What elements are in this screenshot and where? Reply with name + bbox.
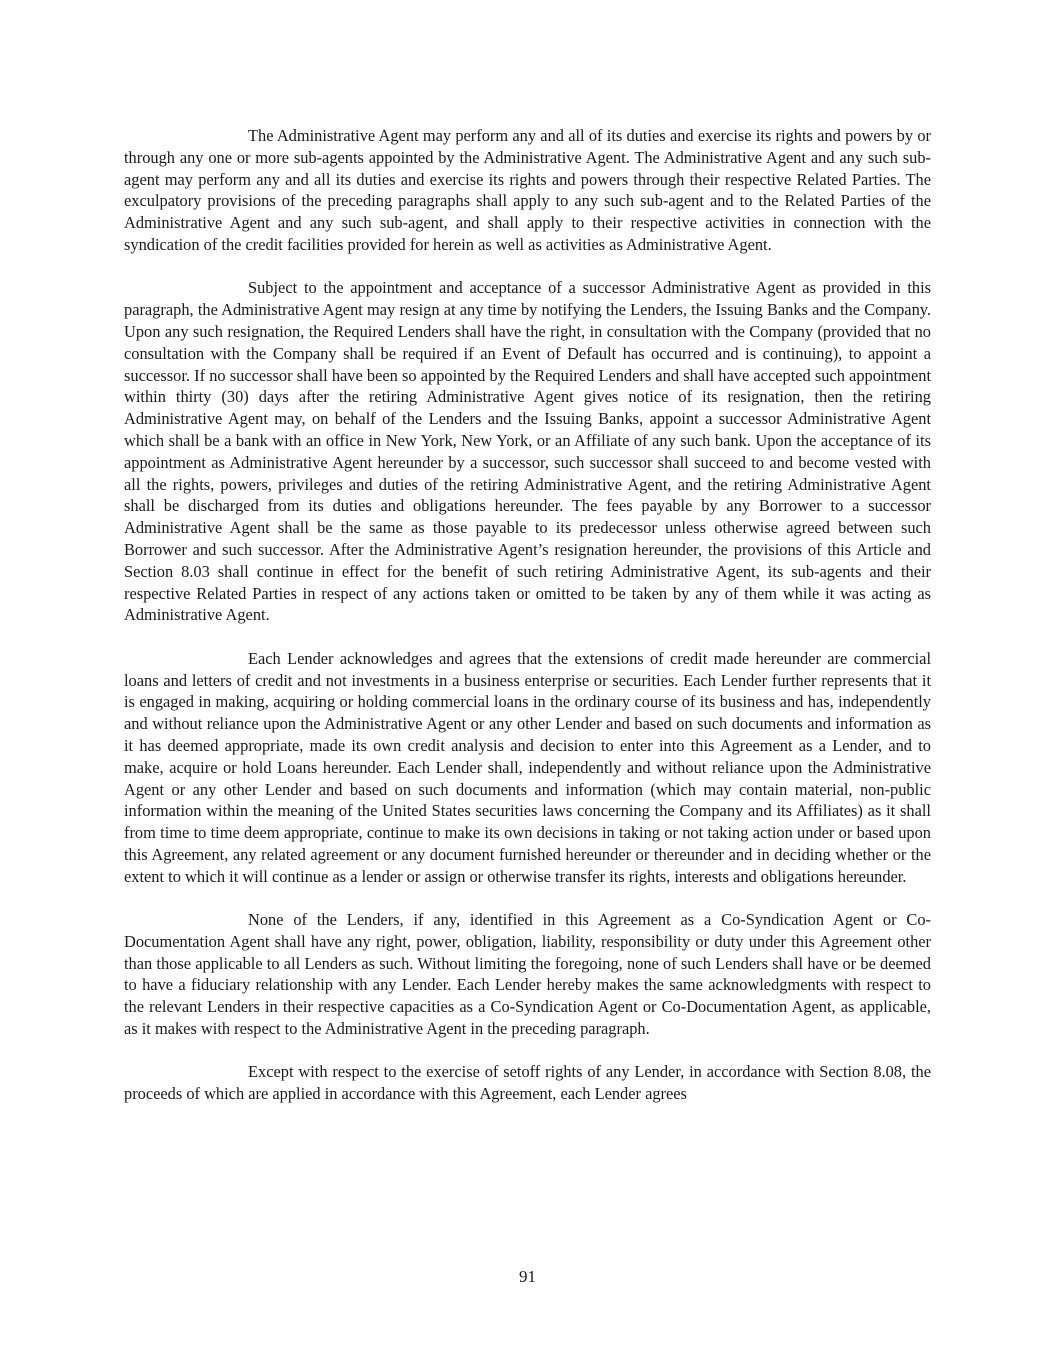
- page-number: 91: [519, 1267, 536, 1286]
- paragraph-co-agents: None of the Lenders, if any, identified in this Agreement as a Co-Syndication Agent or Co-Documentation Agent shall have any right, power, obligation, liability, responsibility or duty under this Agreement other than those applicable to all Lenders as such. Without limiting the foregoing, none of such Lenders shall have or be deemed to have a fiduciary relationship with any Lender. Each Lender hereby makes the same acknowledgments with respect to the relevant Lenders in their respective capacities as a Co-Syndication Agent or Co-Documentation Agent, as applicable, as it makes with respect to the Administrative Agent in the preceding paragraph.: [124, 910, 931, 1039]
- paragraph-lender-acknowledgment: Each Lender acknowledges and agrees that the extensions of credit made hereunder are commercial loans and letters of credit and not investments in a business enterprise or securities. Each Lender further represents that it is engaged in making, acquiring or holding commercial loans in the ordinary course of its business and has, independently and without reliance upon the Administrative Agent or any other Lender and based on such documents and information as it has deemed appropriate, made its own credit analysis and decision to enter into this Agreement as a Lender, and to make, acquire or hold Loans hereunder. Each Lender shall, independently and without reliance upon the Administrative Agent or any other Lender and based on such documents and information (which may contain material, non-public information within the meaning of the United States securities laws concerning the Company and its Affiliates) as it shall from time to time deem appropriate, continue to make its own decisions in taking or not taking action under or based upon this Agreement, any related agreement or any document furnished hereunder or thereunder and in deciding whether or the extent to which it will continue as a lender or assign or otherwise transfer its rights, interests and obligations hereunder.: [124, 648, 931, 886]
- paragraph-setoff: Except with respect to the exercise of setoff rights of any Lender, in accordance with Section 8.08, the proceeds of which are applied in accordance with this Agreement, each Lender agrees: [124, 1062, 931, 1104]
- paragraph-successor-agent: Subject to the appointment and acceptance of a successor Administrative Agent as provided in this paragraph, the Administrative Agent may resign at any time by notifying the Lenders, the Issuing Banks and the Company. Upon any such resignation, the Required Lenders shall have the right, in consultation with the Company (provided that no consultation with the Company shall be required if an Event of Default has occurred and is continuing), to appoint a successor. If no successor shall have been so appointed by the Required Lenders and shall have accepted such appointment within thirty (30) days after the retiring Administrative Agent gives notice of its resignation, then the retiring Administrative Agent may, on behalf of the Lenders and the Issuing Banks, appoint a successor Administrative Agent which shall be a bank with an office in New York, New York, or an Affiliate of any such bank. Upon the acceptance of its appointment as Administrative Agent hereunder by a successor, such successor shall succeed to and become vested with all the rights, powers, privileges and duties of the retiring Administrative Agent, and the retiring Administrative Agent shall be discharged from its duties and obligations hereunder. The fees payable by any Borrower to a successor Administrative Agent shall be the same as those payable to its predecessor unless otherwise agreed between such Borrower and such successor. After the Administrative Agent’s resignation hereunder, the provisions of this Article and Section 8.03 shall continue in effect for the benefit of such retiring Administrative Agent, its sub-agents and their respective Related Parties in respect of any actions taken or omitted to be taken by any of them while it was acting as Administrative Agent.: [124, 278, 931, 625]
- document-body: [124, 125, 931, 1127]
- paragraph-sub-agents: The Administrative Agent may perform any and all of its duties and exercise its rights and powers by or through any one or more sub-agents appointed by the Administrative Agent. The Administrative Agent and any such sub-agent may perform any and all its duties and exercise its rights and powers through their respective Related Parties. The exculpatory provisions of the preceding paragraphs shall apply to any such sub-agent and to the Related Parties of the Administrative Agent and any such sub-agent, and shall apply to their respective activities in connection with the syndication of the credit facilities provided for herein as well as activities as Administrative Agent.: [124, 126, 931, 254]
